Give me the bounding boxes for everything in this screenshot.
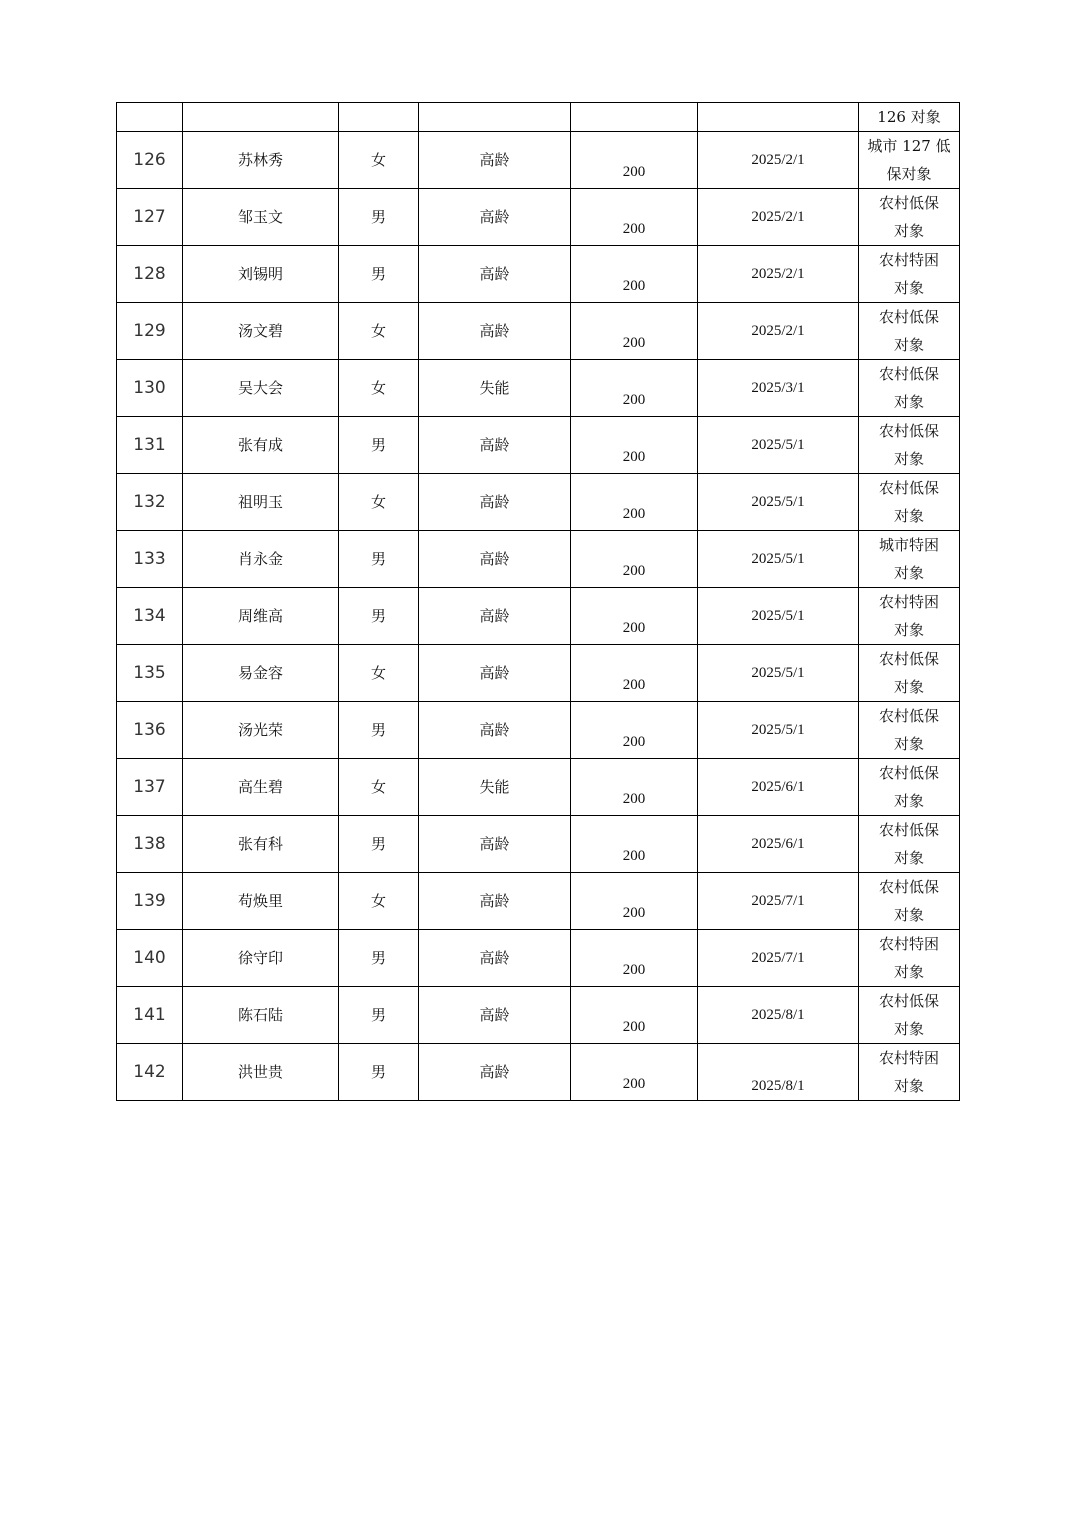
cell-date	[698, 588, 859, 645]
cell-gender	[339, 103, 419, 132]
note-line2: 对象	[893, 507, 924, 525]
cell-type	[419, 103, 571, 132]
cell-amount	[571, 987, 698, 1044]
amount-value: 200	[622, 677, 646, 693]
cell-amount	[571, 759, 698, 816]
note-line1: 农村特困	[878, 251, 939, 269]
note-line2: 对象	[893, 735, 924, 753]
cell-note	[859, 417, 960, 474]
date-value: 2025/8/1	[751, 1007, 805, 1023]
cell-no: 133	[117, 531, 183, 588]
cell-name: 苟焕里	[183, 873, 339, 930]
table-row-continued	[117, 103, 960, 132]
cell-type: 高龄	[419, 816, 571, 873]
table-row	[117, 702, 960, 759]
cell-note	[859, 246, 960, 303]
date-value: 2025/5/1	[751, 608, 805, 624]
cell-name: 吴大会	[183, 360, 339, 417]
cell-date	[698, 1044, 859, 1101]
cell-gender: 男	[339, 246, 419, 303]
cell-amount	[571, 246, 698, 303]
amount-value: 200	[622, 905, 646, 921]
amount-value: 200	[622, 449, 646, 465]
note-line1: 农村低保	[878, 422, 939, 440]
cell-type: 高龄	[419, 189, 571, 246]
cell-type: 高龄	[419, 930, 571, 987]
date-value: 2025/3/1	[751, 380, 805, 396]
cell-date	[698, 360, 859, 417]
table-row	[117, 987, 960, 1044]
cell-type: 高龄	[419, 702, 571, 759]
note-line1: 农村低保	[878, 992, 939, 1010]
cell-date	[698, 702, 859, 759]
cell-gender: 男	[339, 417, 419, 474]
date-value: 2025/5/1	[751, 665, 805, 681]
note-line2: 对象	[893, 1077, 924, 1095]
cell-gender: 女	[339, 759, 419, 816]
note-line1: 农村低保	[878, 821, 939, 839]
cell-no: 126	[117, 132, 183, 189]
cell-gender: 女	[339, 303, 419, 360]
table-row	[117, 1044, 960, 1101]
cell-name: 徐守印	[183, 930, 339, 987]
date-value: 2025/2/1	[751, 266, 805, 282]
cell-type: 失能	[419, 360, 571, 417]
cell-amount	[571, 417, 698, 474]
table-row	[117, 816, 960, 873]
cell-type: 高龄	[419, 531, 571, 588]
cell-no: 142	[117, 1044, 183, 1101]
cell-name: 陈石陆	[183, 987, 339, 1044]
note-line2: 对象	[893, 849, 924, 867]
date-value: 2025/5/1	[751, 437, 805, 453]
note-line2: 对象	[893, 678, 924, 696]
cell-note	[859, 474, 960, 531]
cell-no: 132	[117, 474, 183, 531]
cell-date	[698, 645, 859, 702]
amount-value: 200	[622, 563, 646, 579]
table-row	[117, 303, 960, 360]
cell-no: 129	[117, 303, 183, 360]
cell-gender: 男	[339, 987, 419, 1044]
cell-type: 高龄	[419, 132, 571, 189]
date-value: 2025/7/1	[751, 893, 805, 909]
note-line2: 对象	[893, 222, 924, 240]
note-line2: 对象	[893, 336, 924, 354]
amount-value: 200	[622, 164, 646, 180]
note-line1: 农村低保	[878, 764, 939, 782]
cell-date	[698, 132, 859, 189]
cell-no: 140	[117, 930, 183, 987]
cell-name: 高生碧	[183, 759, 339, 816]
cell-note	[859, 189, 960, 246]
subsidy-recipient-table	[116, 102, 960, 1101]
cell-name: 张有科	[183, 816, 339, 873]
note-line2: 对象	[893, 393, 924, 411]
cell-date	[698, 303, 859, 360]
table-row	[117, 132, 960, 189]
date-value: 2025/6/1	[751, 779, 805, 795]
cell-name: 刘锡明	[183, 246, 339, 303]
date-value: 2025/2/1	[751, 323, 805, 339]
cell-no: 136	[117, 702, 183, 759]
cell-name: 周维高	[183, 588, 339, 645]
cell-gender: 男	[339, 588, 419, 645]
note-line1: 农村低保	[878, 479, 939, 497]
note-line2: 对象	[893, 450, 924, 468]
cell-date	[698, 474, 859, 531]
cell-amount	[571, 531, 698, 588]
date-value: 2025/5/1	[751, 494, 805, 510]
date-value: 2025/2/1	[751, 209, 805, 225]
cell-no: 127	[117, 189, 183, 246]
amount-value: 200	[622, 962, 646, 978]
cell-gender: 女	[339, 132, 419, 189]
date-value: 2025/5/1	[751, 722, 805, 738]
note-line2: 对象	[893, 906, 924, 924]
note-line1: 农村特困	[878, 593, 939, 611]
cell-note	[859, 1044, 960, 1101]
cell-no: 141	[117, 987, 183, 1044]
amount-value: 200	[622, 392, 646, 408]
table-row	[117, 588, 960, 645]
amount-value: 200	[622, 848, 646, 864]
cell-gender: 女	[339, 360, 419, 417]
amount-value: 200	[622, 335, 646, 351]
cell-no	[117, 103, 183, 132]
note-line2: 保对象	[886, 165, 932, 183]
cell-gender: 男	[339, 531, 419, 588]
cell-name: 易金容	[183, 645, 339, 702]
cell-amount	[571, 588, 698, 645]
cell-name: 汤文碧	[183, 303, 339, 360]
cell-note	[859, 132, 960, 189]
cell-no: 134	[117, 588, 183, 645]
note-line1: 农村低保	[878, 878, 939, 896]
amount-value: 200	[622, 620, 646, 636]
cell-amount	[571, 873, 698, 930]
cell-name: 苏林秀	[183, 132, 339, 189]
cell-note	[859, 816, 960, 873]
cell-date	[698, 246, 859, 303]
cell-type: 高龄	[419, 246, 571, 303]
cell-amount	[571, 360, 698, 417]
table-row	[117, 873, 960, 930]
cell-amount	[571, 702, 698, 759]
note-line2: 对象	[893, 792, 924, 810]
cell-gender: 男	[339, 1044, 419, 1101]
cell-date	[698, 759, 859, 816]
cell-note	[859, 930, 960, 987]
table-row	[117, 645, 960, 702]
cell-type: 高龄	[419, 303, 571, 360]
table-row	[117, 930, 960, 987]
date-value: 2025/8/1	[751, 1078, 805, 1094]
cell-amount	[571, 474, 698, 531]
cell-gender: 男	[339, 702, 419, 759]
note-line1: 农村低保	[878, 707, 939, 725]
cell-date	[698, 987, 859, 1044]
amount-value: 200	[622, 1076, 646, 1092]
cell-type: 失能	[419, 759, 571, 816]
date-value: 2025/5/1	[751, 551, 805, 567]
cell-date	[698, 103, 859, 132]
cell-date	[698, 930, 859, 987]
table-row	[117, 759, 960, 816]
note-line1: 农村低保	[878, 194, 939, 212]
cell-gender: 女	[339, 645, 419, 702]
cell-note	[859, 531, 960, 588]
table-row	[117, 189, 960, 246]
cell-name: 祖明玉	[183, 474, 339, 531]
cell-name: 汤光荣	[183, 702, 339, 759]
cell-type: 高龄	[419, 417, 571, 474]
cell-name: 张有成	[183, 417, 339, 474]
table-row	[117, 531, 960, 588]
cell-note	[859, 987, 960, 1044]
cell-no: 131	[117, 417, 183, 474]
cell-name: 邹玉文	[183, 189, 339, 246]
note-line1: 126 对象	[877, 108, 941, 126]
cell-no: 139	[117, 873, 183, 930]
cell-type: 高龄	[419, 588, 571, 645]
note-line1: 农村低保	[878, 365, 939, 383]
amount-value: 200	[622, 278, 646, 294]
note-line2: 对象	[893, 621, 924, 639]
cell-type: 高龄	[419, 645, 571, 702]
date-value: 2025/2/1	[751, 152, 805, 168]
cell-amount	[571, 132, 698, 189]
cell-note	[859, 360, 960, 417]
note-line1: 农村特困	[878, 935, 939, 953]
cell-no: 138	[117, 816, 183, 873]
note-line2: 对象	[893, 1020, 924, 1038]
cell-type: 高龄	[419, 987, 571, 1044]
cell-note	[859, 645, 960, 702]
note-line1: 城市 127 低	[867, 137, 951, 155]
cell-gender: 男	[339, 930, 419, 987]
cell-date	[698, 189, 859, 246]
cell-no: 137	[117, 759, 183, 816]
cell-no: 130	[117, 360, 183, 417]
cell-note	[859, 103, 960, 132]
cell-gender: 男	[339, 189, 419, 246]
cell-type: 高龄	[419, 474, 571, 531]
cell-date	[698, 816, 859, 873]
cell-date	[698, 873, 859, 930]
cell-date	[698, 531, 859, 588]
note-line1: 农村低保	[878, 650, 939, 668]
table-row	[117, 246, 960, 303]
note-line2: 对象	[893, 963, 924, 981]
amount-value: 200	[622, 791, 646, 807]
table-row	[117, 417, 960, 474]
cell-note	[859, 702, 960, 759]
amount-value: 200	[622, 734, 646, 750]
cell-date	[698, 417, 859, 474]
amount-value: 200	[622, 1019, 646, 1035]
table-row	[117, 360, 960, 417]
table-body	[117, 103, 960, 1101]
cell-type: 高龄	[419, 873, 571, 930]
cell-gender: 男	[339, 816, 419, 873]
cell-gender: 女	[339, 873, 419, 930]
cell-name: 洪世贵	[183, 1044, 339, 1101]
table-row	[117, 474, 960, 531]
cell-note	[859, 588, 960, 645]
cell-amount	[571, 816, 698, 873]
note-line1: 农村低保	[878, 308, 939, 326]
note-line1: 农村特困	[878, 1049, 939, 1067]
note-line1: 城市特困	[878, 536, 939, 554]
note-line2: 对象	[893, 564, 924, 582]
amount-value: 200	[622, 506, 646, 522]
date-value: 2025/6/1	[751, 836, 805, 852]
cell-name	[183, 103, 339, 132]
cell-amount	[571, 189, 698, 246]
date-value: 2025/7/1	[751, 950, 805, 966]
cell-amount	[571, 1044, 698, 1101]
cell-amount	[571, 930, 698, 987]
cell-name: 肖永金	[183, 531, 339, 588]
cell-no: 128	[117, 246, 183, 303]
cell-amount	[571, 103, 698, 132]
subsidy-table-page	[116, 102, 959, 1101]
cell-note	[859, 303, 960, 360]
cell-amount	[571, 303, 698, 360]
cell-no: 135	[117, 645, 183, 702]
cell-gender: 女	[339, 474, 419, 531]
cell-note	[859, 873, 960, 930]
note-line2: 对象	[893, 279, 924, 297]
cell-type: 高龄	[419, 1044, 571, 1101]
cell-note	[859, 759, 960, 816]
cell-amount	[571, 645, 698, 702]
amount-value: 200	[622, 221, 646, 237]
